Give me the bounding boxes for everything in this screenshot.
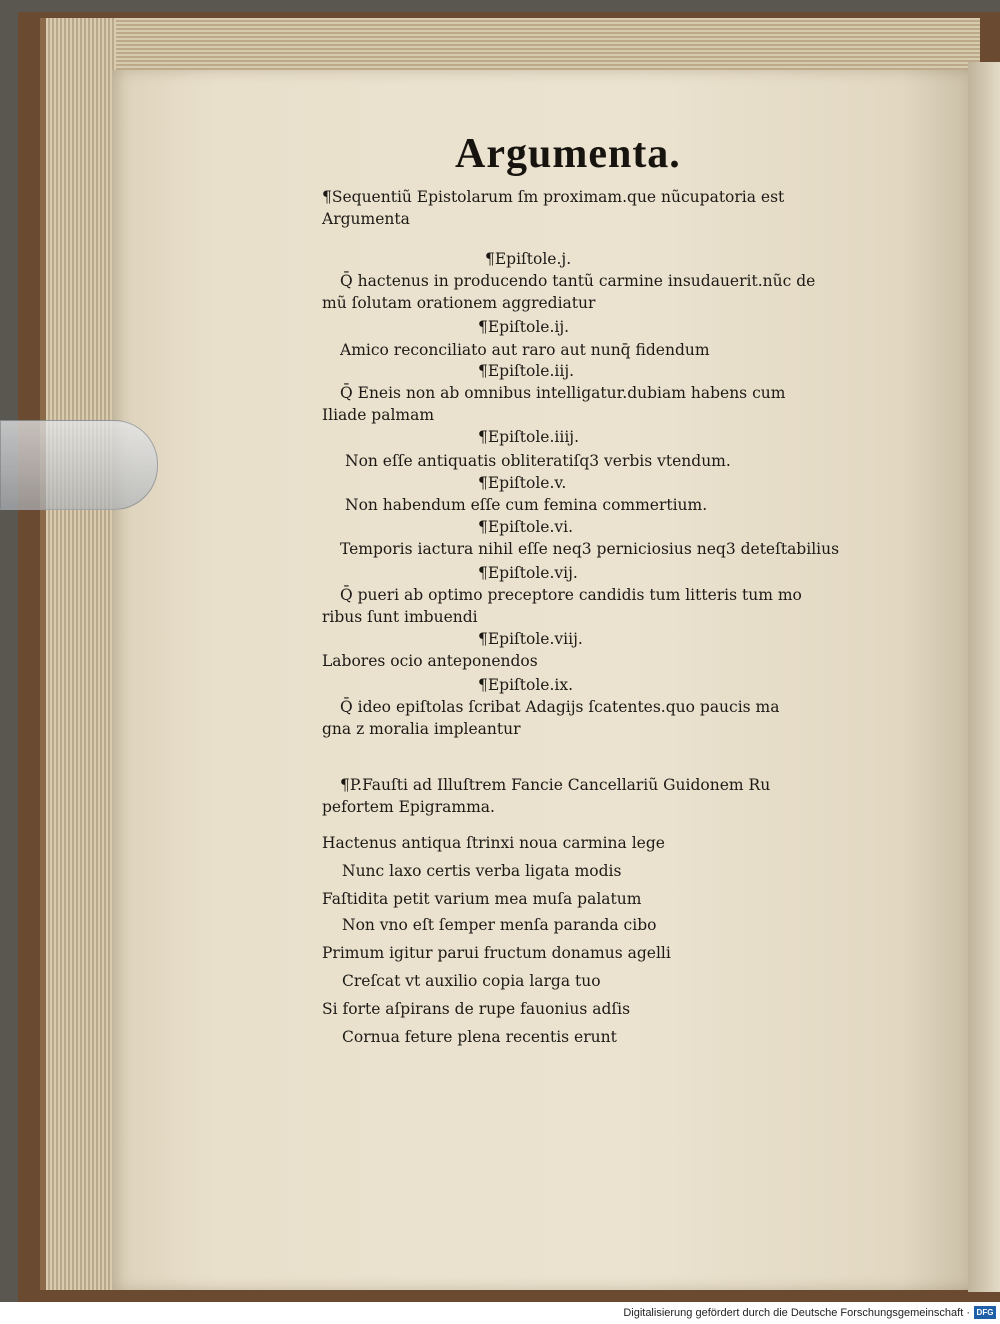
epistle-7-label: ¶Epiſtole.vij. [478, 564, 578, 582]
poem-line-1: Hactenus antiqua ſtrinxi noua carmina lege [322, 834, 665, 852]
epistle-8-line-1: Labores ocio anteponendos [322, 652, 538, 670]
page-clip [0, 420, 158, 510]
poem-line-3: Faſtidita petit varium mea muſa palatum [322, 890, 642, 908]
epistle-6-label: ¶Epiſtole.vi. [478, 518, 574, 536]
poem-line-7: Si forte aſpirans de rupe fauonius adſis [322, 1000, 631, 1018]
intro-line-2: Argumenta [322, 210, 410, 228]
epistle-6-line-1: Temporis iactura nihil eſſe neq3 perniciosius neq3 deteſtabilius [340, 540, 840, 558]
epistle-3-line-1: Q̄ Eneis non ab omnibus intelligatur.dubiam habens cum [340, 384, 786, 402]
poem-line-6: Creſcat vt auxilio copia larga tuo [342, 972, 601, 990]
epistle-1-line-2: mũ ſolutam orationem aggrediatur [322, 294, 596, 312]
epistle-5-label: ¶Epiſtole.v. [478, 474, 567, 492]
epistle-1-line-1: Q̄ hactenus in producendo tantũ carmine insudauerit.nũc de [340, 272, 816, 290]
poem-line-8: Cornua feture plena recentis erunt [342, 1028, 617, 1046]
epistle-9-label: ¶Epiſtole.ix. [478, 676, 574, 694]
poem-line-4: Non vno eſt ſemper menſa paranda cibo [342, 916, 657, 934]
epistle-3-label: ¶Epiſtole.iij. [478, 362, 575, 380]
dedication-line-1: ¶P.Fauſti ad Illuſtrem Fancie Cancellariũ Guidonem Ru [340, 776, 771, 794]
epistle-2-line-1: Amico reconciliato aut raro aut nunq̄ fidendum [340, 341, 710, 359]
page-heading: Argumenta. [455, 131, 681, 177]
epistle-1-label: ¶Epiſtole.j. [485, 250, 572, 268]
dfg-logo-icon: DFG [974, 1306, 996, 1319]
footer-credit: Digitalisierung gefördert durch die Deutsche Forschungsgemeinschaft · [623, 1307, 970, 1319]
page-side-edges [40, 18, 116, 1290]
epistle-9-line-1: Q̄ ideo epiſtolas ſcribat Adagijs ſcatentes.quo paucis ma [340, 698, 780, 716]
epistle-5-line-1: Non habendum eſſe cum femina commertium. [345, 496, 708, 514]
footer-bar [0, 1302, 1000, 1324]
epistle-4-label: ¶Epiſtole.iiij. [478, 428, 580, 446]
epistle-7-line-2: ribus ſunt imbuendi [322, 608, 478, 626]
facing-page-edge [968, 62, 1000, 1292]
poem-line-5: Primum igitur parui fructum donamus agelli [322, 944, 671, 962]
epistle-8-label: ¶Epiſtole.viij. [478, 630, 583, 648]
epistle-9-line-2: gna z moralia impleantur [322, 720, 521, 738]
dedication-line-2: pefortem Epigramma. [322, 798, 495, 816]
poem-line-2: Nunc laxo certis verba ligata modis [342, 862, 622, 880]
page-top-edges [60, 18, 980, 78]
epistle-2-label: ¶Epiſtole.ij. [478, 318, 570, 336]
epistle-7-line-1: Q̄ pueri ab optimo preceptore candidis tum litteris tum mo [340, 586, 802, 604]
epistle-4-line-1: Non eſſe antiquatis obliteratiſq3 verbis vtendum. [345, 452, 731, 470]
intro-line-1: ¶Sequentiũ Epistolarum ſm proximam.que nũcupatoria est [322, 188, 785, 206]
epistle-3-line-2: Iliade palmam [322, 406, 435, 424]
